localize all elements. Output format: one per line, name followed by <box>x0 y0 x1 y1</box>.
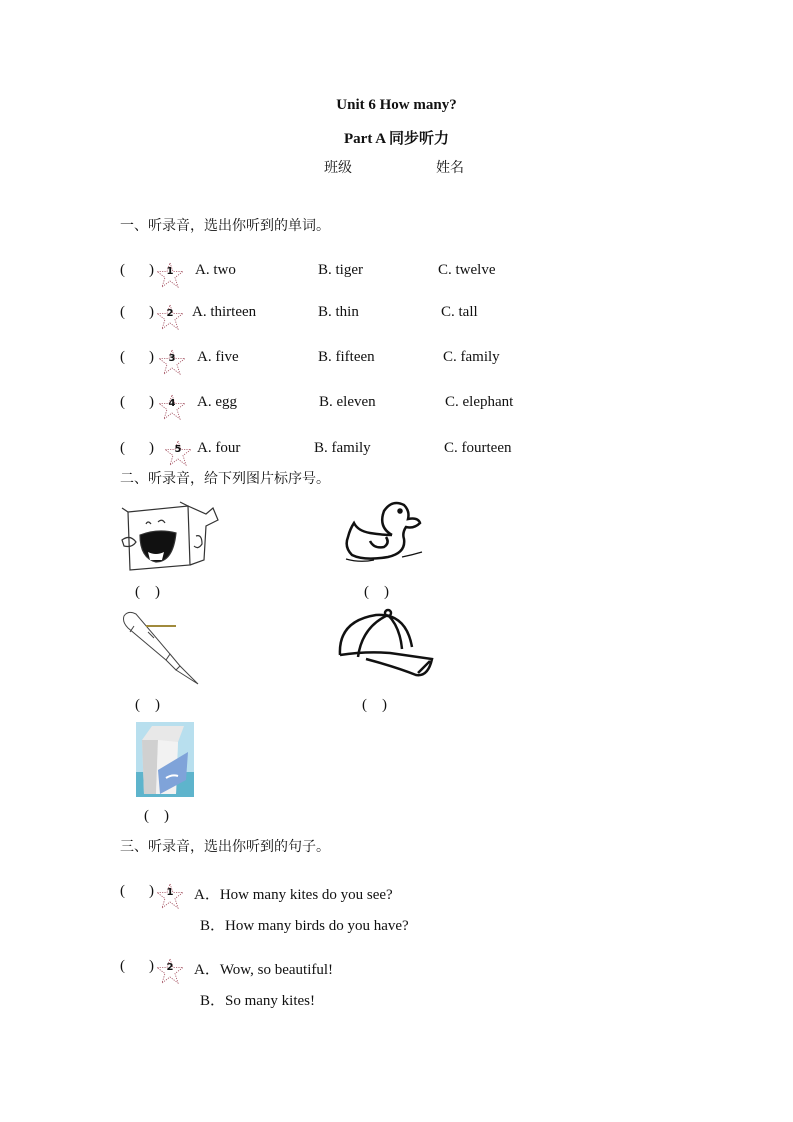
sentence-option-b: B．How many birds do you have? <box>200 918 409 934</box>
option-a: A. egg <box>197 394 237 410</box>
star-number-icon <box>158 394 186 420</box>
question-row-3 <box>120 349 620 375</box>
answer-bracket-close[interactable]: ) <box>149 958 154 974</box>
option-b: B. eleven <box>319 394 376 410</box>
question-row-4 <box>120 394 620 420</box>
section-1-heading: 一、听录音，选出你听到的单词。 <box>120 218 330 234</box>
answer-bracket-open[interactable]: ( <box>120 394 125 410</box>
section-2-heading: 二、听录音，给下列图片标序号。 <box>120 471 330 487</box>
pen-answer-bracket[interactable]: ( ) <box>135 697 160 713</box>
answer-bracket-close[interactable]: ) <box>149 262 154 278</box>
answer-bracket-close[interactable]: ) <box>149 394 154 410</box>
answer-bracket-close[interactable]: ) <box>149 883 154 899</box>
option-a: A. thirteen <box>192 304 257 320</box>
option-a: A. two <box>195 262 236 278</box>
box-picture <box>118 500 223 575</box>
page-title: Unit 6 How many? <box>336 97 457 113</box>
sentence-option-b: B．So many kites! <box>200 993 315 1009</box>
answer-bracket-open[interactable]: ( <box>120 958 125 974</box>
question-number: 3 <box>168 353 176 364</box>
question-number: 4 <box>168 398 176 409</box>
option-b: B. fifteen <box>318 349 375 365</box>
question-number: 5 <box>174 444 182 455</box>
star-number-icon <box>156 883 184 909</box>
milk-answer-bracket[interactable]: ( ) <box>144 808 169 824</box>
subtitle-text: Part A 同步听力 <box>344 131 449 147</box>
box-answer-bracket[interactable]: ( ) <box>135 584 160 600</box>
option-c: C. fourteen <box>444 440 512 456</box>
question-row-1 <box>120 262 620 288</box>
page-subtitle <box>0 127 793 148</box>
sentence-question-2 <box>120 958 620 1009</box>
star-number-icon <box>156 262 184 288</box>
sentence-question-1 <box>120 883 620 934</box>
question-number: 2 <box>166 962 174 973</box>
option-c: C. family <box>443 349 500 365</box>
option-b: B. tiger <box>318 262 363 278</box>
option-c: C. tall <box>441 304 478 320</box>
answer-bracket-open[interactable]: ( <box>120 883 125 899</box>
option-b: B. thin <box>318 304 359 320</box>
option-c: C. twelve <box>438 262 496 278</box>
milk-picture <box>136 722 194 797</box>
question-row-2 <box>120 304 620 330</box>
star-number-icon <box>156 304 184 330</box>
sentence-option-a: A．Wow, so beautiful! <box>194 962 334 978</box>
question-number: 1 <box>166 887 174 898</box>
option-c: C. elephant <box>445 394 514 410</box>
answer-bracket-close[interactable]: ) <box>149 440 154 456</box>
cap-answer-bracket[interactable]: ( ) <box>362 697 387 713</box>
option-a: A. four <box>197 440 241 456</box>
answer-bracket-close[interactable]: ) <box>149 304 154 320</box>
answer-bracket-open[interactable]: ( <box>120 262 125 278</box>
star-number-icon <box>164 440 192 466</box>
star-number-icon <box>156 958 184 984</box>
question-number: 1 <box>166 266 174 277</box>
section-3-heading: 三、听录音，选出你听到的句子。 <box>120 839 330 855</box>
answer-bracket-open[interactable]: ( <box>120 440 125 456</box>
sentence-option-a: A．How many kites do you see? <box>194 887 393 903</box>
answer-bracket-close[interactable]: ) <box>149 349 154 365</box>
question-number: 2 <box>166 308 174 319</box>
answer-bracket-open[interactable]: ( <box>120 349 125 365</box>
class-label: 班级 <box>324 160 352 176</box>
option-a: A. five <box>197 349 239 365</box>
star-number-icon <box>158 349 186 375</box>
option-b: B. family <box>314 440 371 456</box>
duck-picture <box>340 497 430 572</box>
name-label: 姓名 <box>436 160 464 176</box>
pen-picture <box>118 608 203 688</box>
answer-bracket-open[interactable]: ( <box>120 304 125 320</box>
cap-picture <box>336 607 434 687</box>
duck-answer-bracket[interactable]: ( ) <box>364 584 389 600</box>
question-row-5 <box>120 440 620 466</box>
